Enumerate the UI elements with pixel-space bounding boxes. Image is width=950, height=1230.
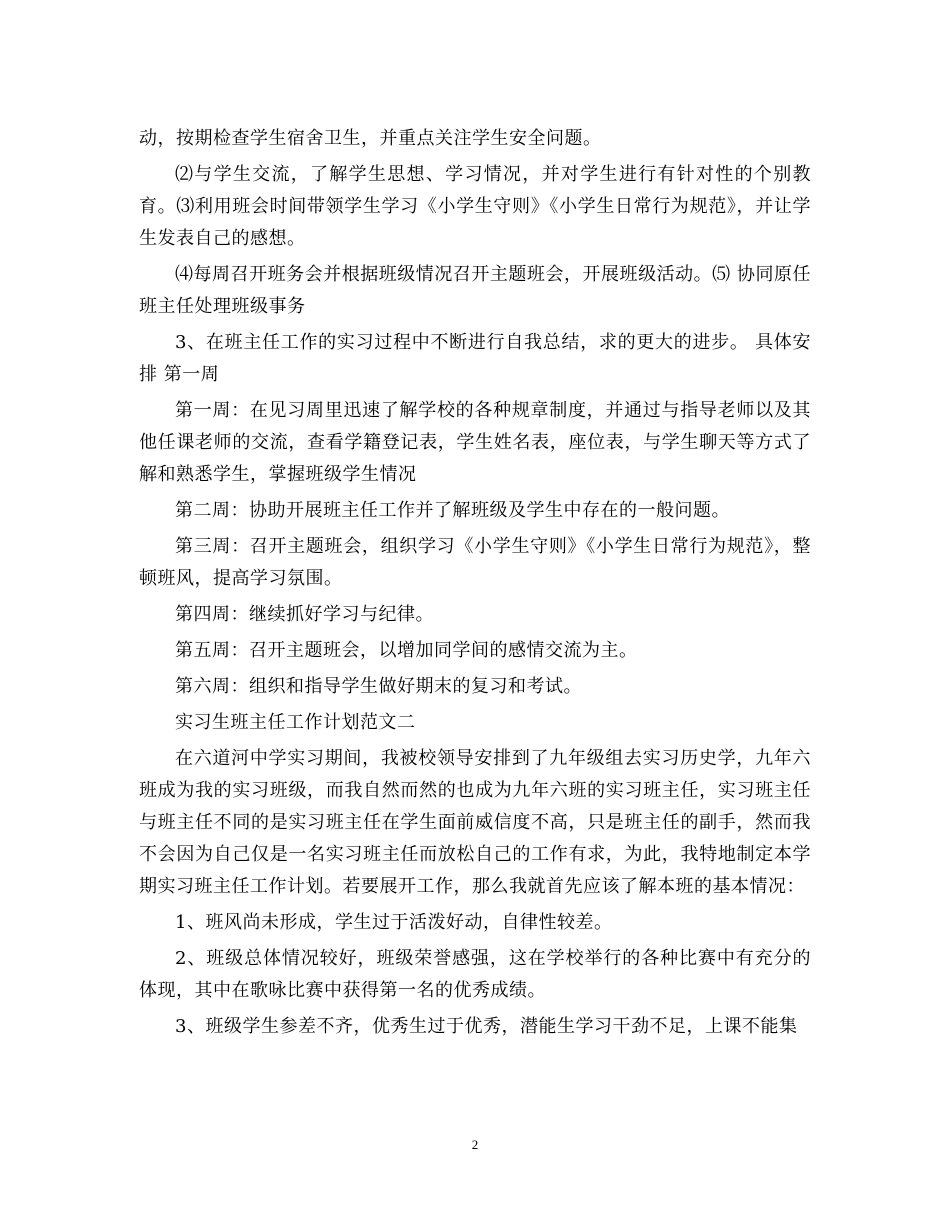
paragraph-10: 第六周：组织和指导学生做好期末的复习和考试。 <box>175 676 582 697</box>
paragraph-4: 3、在班主任工作的实习过程中不断进行自我总结，求的更大的进步。 具体安排 第一周 <box>139 332 811 385</box>
paragraph-14: 2、班级总体情况较好，班级荣誉感强，这在学校举行的各种比赛中有充分的体现，其中在歌咏比赛中获得第一名的优秀成绩。 <box>139 948 811 1001</box>
document-body <box>139 123 811 1047</box>
page-number: 2 <box>471 1137 479 1152</box>
paragraph-15: 3、班级学生参差不齐，优秀生过于优秀，潜能生学习干劲不足，上课不能集 <box>175 1016 798 1037</box>
paragraph-13: 1、班风尚未形成，学生过于活泼好动，自律性较差。 <box>175 912 613 933</box>
paragraph-1: 动，按期检查学生宿舍卫生，并重点关注学生安全问题。 <box>139 128 602 149</box>
paragraph-8: 第四周：继续抓好学习与纪律。 <box>175 604 434 625</box>
paragraph-2: ⑵与学生交流，了解学生思想、学习情况，并对学生进行有针对性的个别教育。⑶利用班会时间带领学生学习《小学生守则》《小学生日常行为规范》，并让学生发表自己的感想。 <box>139 164 811 249</box>
section-heading: 实习生班主任工作计划范文二 <box>175 712 416 733</box>
paragraph-6: 第二周：协助开展班主任工作并了解班级及学生中存在的一般问题。 <box>175 500 730 521</box>
paragraph-9: 第五周：召开主题班会，以增加同学间的感情交流为主。 <box>175 640 638 661</box>
paragraph-5: 第一周：在见习周里迅速了解学校的各种规章制度，并通过与指导老师以及其他任课老师的交流，查看学籍登记表，学生姓名表，座位表，与学生聊天等方式了解和熟悉学生，掌握班级学生情况 <box>139 400 811 485</box>
paragraph-12: 在六道河中学实习期间，我被校领导安排到了九年级组去实习历史学，九年六班成为我的实习班级，而我自然而然的也成为九年六班的实习班主任，实习班主任与班主任不同的是实习班主任在学生面前威信度不高，只是班主任的副手，然而我不会因为自己仅是一名实习班主任而放松自己的工作有求，为此，我特地制定本学期实习班主任工作计划。若要展开工作，那么我就首先应该了解本班的基本情况： <box>139 748 811 897</box>
paragraph-7: 第三周：召开主题班会，组织学习《小学生守则》《小学生日常行为规范》，整顿班风，提高学习氛围。 <box>139 536 811 589</box>
paragraph-3: ⑷每周召开班务会并根据班级情况召开主题班会，开展班级活动。⑸ 协同原任班主任处理班级事务 <box>139 264 811 317</box>
